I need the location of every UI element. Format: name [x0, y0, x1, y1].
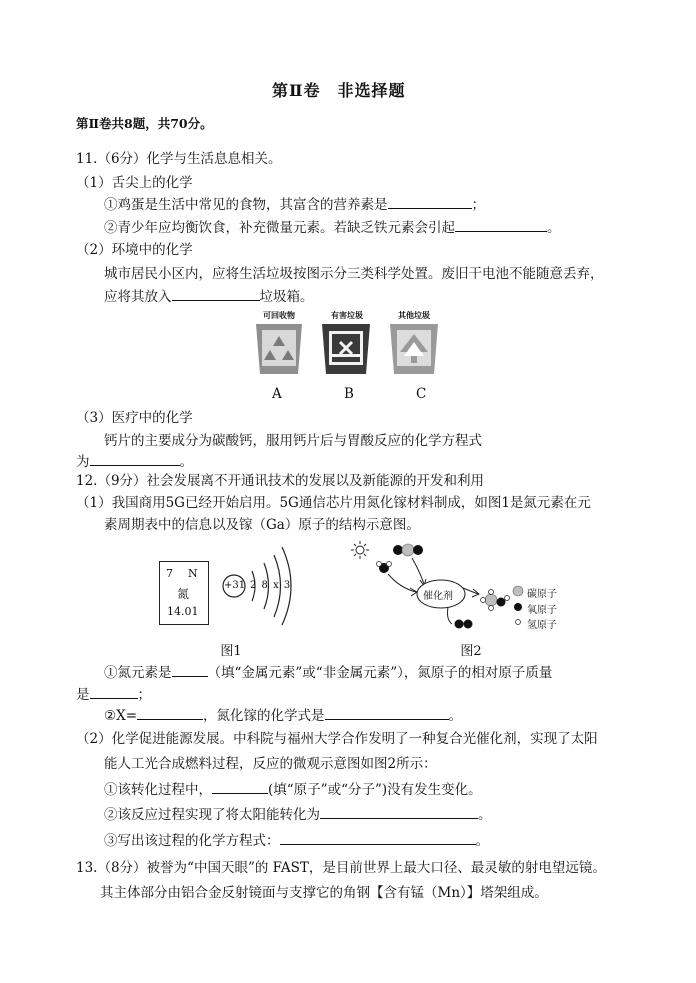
- q12-stem: 12.（9分）社会发展离不开通讯技术的发展以及新能源的开发和利用: [76, 473, 485, 489]
- q11-part1-b: ②青少年应均衡饮食，补充微量元素。若缺乏铁元素会引起 。: [104, 220, 561, 236]
- methanol-molecule: [481, 590, 510, 611]
- bin-b-letter: B: [344, 386, 354, 402]
- q11-stem: 11.（6分）化学与生活息息相关。: [76, 151, 282, 167]
- q12-part1-line2: 素周期表中的信息以及镓（Ga）原子的结构示意图。: [104, 517, 420, 533]
- q11-part1-heading: （1）舌尖上的化学: [76, 175, 193, 191]
- section-intro: 第Ⅱ卷共8题，共70分。: [76, 116, 213, 131]
- hazard-icon: [322, 324, 370, 374]
- co2-molecule: [393, 544, 423, 556]
- tree-icon: [390, 324, 438, 374]
- atomic-mass: 14.01: [167, 605, 199, 618]
- q11-part2-heading: （2）环境中的化学: [76, 242, 193, 258]
- legend-oxygen: 氧原子: [527, 605, 557, 616]
- q11-part3-heading: （3）医疗中的化学: [76, 410, 193, 426]
- bin-b-label: 有害垃圾: [331, 310, 363, 320]
- answer-blank[interactable]: [90, 685, 138, 699]
- answer-blank[interactable]: [137, 706, 203, 720]
- q12-part2-c: ③写出该过程的化学方程式： 。: [104, 833, 489, 849]
- legend-markers: [511, 585, 525, 631]
- q11-part2-line1: 城市居民小区内，应将生活垃圾按图示分三类科学处置。废旧干电池不能随意丢弃，: [104, 266, 604, 282]
- q12-q2: ②X= ，氮化镓的化学式是 。: [104, 708, 463, 724]
- q12-q1-line1: ①氮元素是 （填“金属元素”或“非金属元素”），氮原子的相对原子质量: [104, 665, 553, 681]
- answer-blank[interactable]: [90, 452, 180, 466]
- bin-a-label: 可回收物: [263, 310, 295, 320]
- section-title: 第Ⅱ卷 非选择题: [272, 81, 406, 100]
- answer-blank[interactable]: [320, 805, 478, 819]
- bin-c-label: 其他垃圾: [398, 310, 430, 320]
- q11-part3-line1: 钙片的主要成分为碳酸钙，服用钙片后与胃酸反应的化学方程式: [104, 433, 482, 449]
- answer-blank[interactable]: [172, 287, 260, 301]
- element-name: 氮: [177, 587, 190, 601]
- catalyst-label: 催化剂: [423, 591, 453, 602]
- answer-blank[interactable]: [280, 831, 476, 845]
- answer-blank[interactable]: [325, 706, 449, 720]
- water-molecule: [377, 562, 392, 574]
- q13-line2: 其主体部分由铝合金反射镜面与支撑它的角钢【含有锰（Mn）】塔架组成。: [100, 885, 548, 901]
- bin-c-letter: C: [416, 386, 427, 402]
- electron-shells: 2 8 x 3: [250, 580, 292, 591]
- legend-hydrogen: 氢原子: [527, 620, 557, 631]
- q12-part1-line1: （1）我国商用5G已经开始启用。5G通信芯片用氮化镓材料制成，如图1是氮元素在元: [76, 495, 591, 511]
- oxygen-molecule: [455, 620, 473, 629]
- q13-line1: 13.（8分）被誉为“中国天眼”的 FAST，是目前世界上最大口径、最灵敏的射电望远镜。: [76, 860, 606, 876]
- periodic-table-cell: [159, 561, 209, 625]
- answer-blank[interactable]: [212, 780, 268, 794]
- legend-carbon: 碳原子: [527, 589, 557, 600]
- element-symbol: N: [188, 567, 198, 580]
- figure2-caption: 图2: [460, 644, 482, 659]
- answer-blank[interactable]: [388, 195, 472, 209]
- q11-part1-a: ①鸡蛋是生活中常见的食物，其富含的营养素是 ；: [104, 197, 485, 213]
- bin-a-letter: A: [272, 386, 282, 402]
- q11-part3-line2: 为 。: [76, 454, 193, 470]
- answer-blank[interactable]: [172, 663, 208, 677]
- q12-part2-a: ①该转化过程中， (填“原子”或“分子”)没有发生变化。: [104, 782, 482, 798]
- sun-icon: [351, 541, 369, 559]
- q11-part2-line2: 应将其放入 垃圾箱。: [104, 289, 314, 305]
- q12-q1-line2: 是 ；: [76, 687, 151, 703]
- waste-bins-figure: [250, 320, 450, 378]
- q12-part2-line2: 能人工光合成燃料过程，反应的微观示意图如图2所示：: [104, 756, 437, 772]
- atomic-number: 7: [166, 567, 173, 580]
- recycle-icon: [256, 324, 302, 374]
- q12-part2-line1: （2）化学促进能源发展。中科院与福州大学合作发明了一种复合光催化剂，实现了太阳: [76, 731, 598, 747]
- figure1-caption: 图1: [220, 644, 242, 659]
- answer-blank[interactable]: [455, 218, 547, 232]
- nucleus-charge: +31: [224, 580, 246, 591]
- q12-part2-b: ②该反应过程实现了将太阳能转化为 。: [104, 807, 492, 823]
